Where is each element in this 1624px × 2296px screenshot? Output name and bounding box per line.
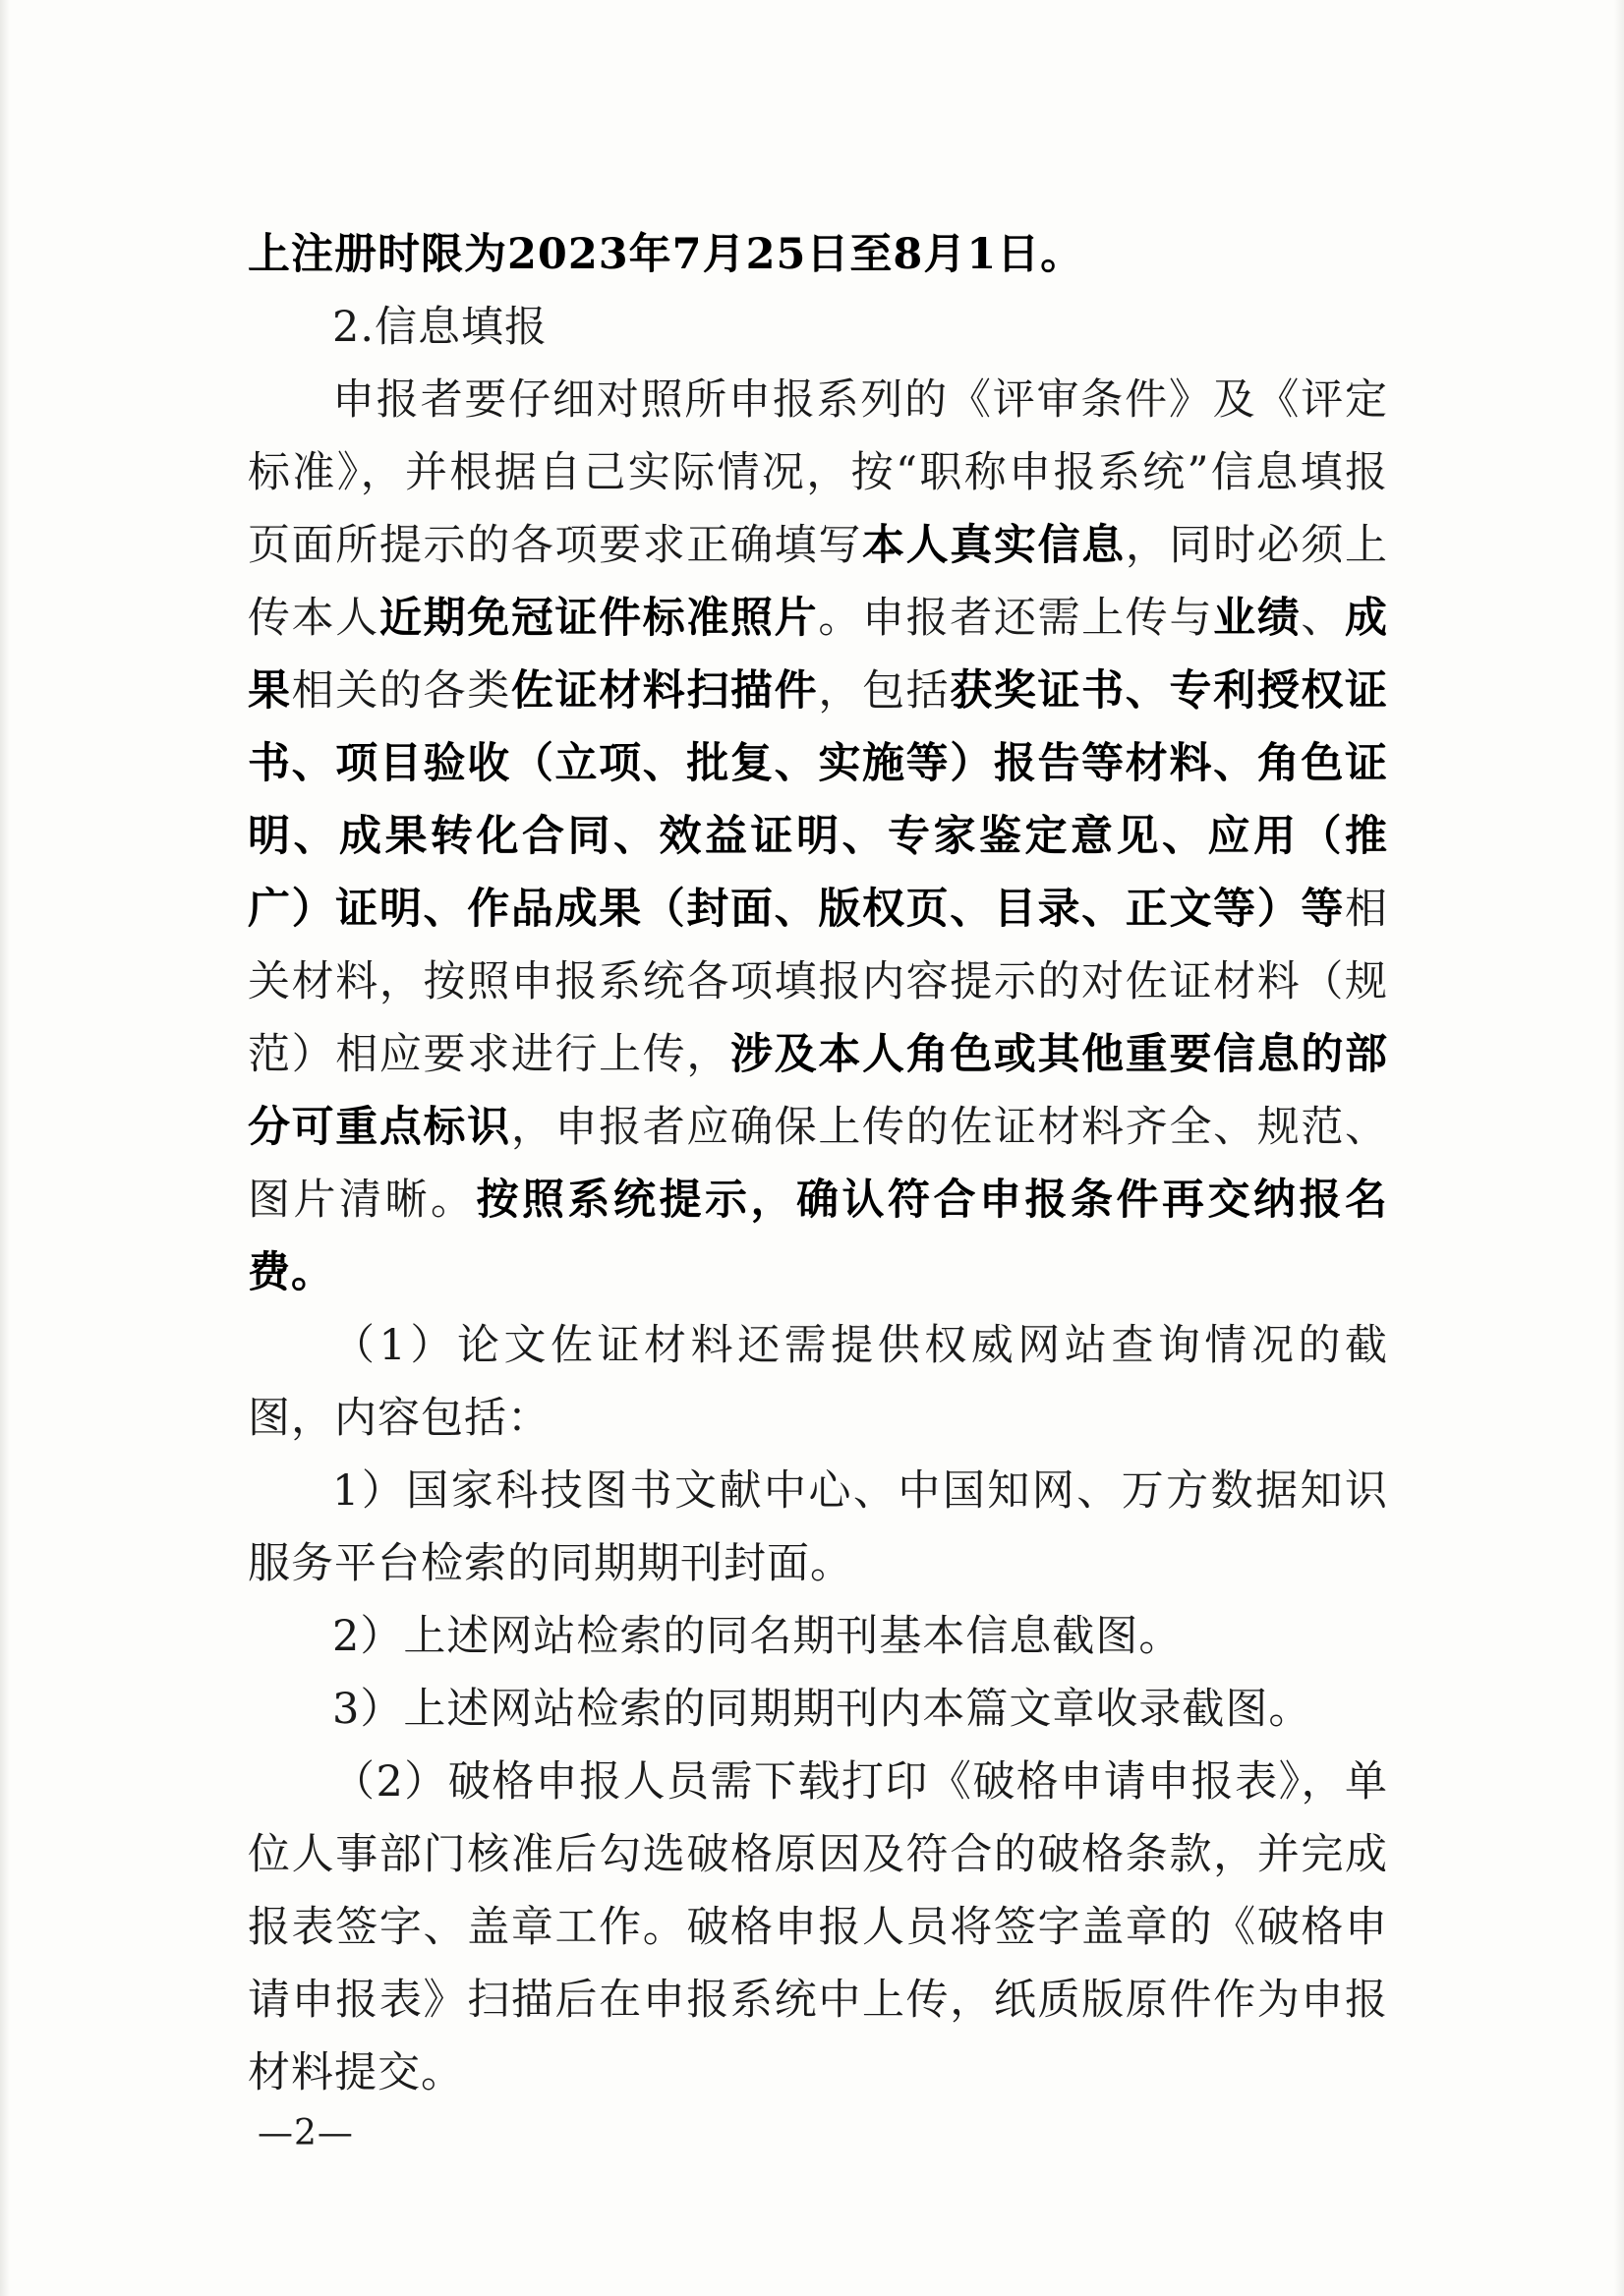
emphasized-text: 获奖证书、专利授权证书、项目验收（立项、批复、实施等）报告等材料、角色证明、成果转化合同、效益证明、专家鉴定意见、应用（推广）证明、作品成果（封面、版权页、目录、正文等）等	[248, 666, 1389, 934]
emphasized-text: 成果	[248, 594, 1389, 716]
emphasized-text: 业绩	[1213, 594, 1302, 643]
body-text: 2）上述网站检索的同名期刊基本信息截图。	[332, 1612, 1183, 1661]
emphasized-text: 上注册时限为2023年7月25日至8月1日。	[248, 230, 1084, 279]
emphasized-text: 佐证材料扫描件	[510, 666, 819, 716]
emphasized-text: 本人真实信息	[861, 521, 1126, 570]
paragraph	[248, 218, 1388, 291]
scan-edge-right	[1614, 0, 1624, 2296]
body-text: 、	[1301, 594, 1346, 643]
paragraph	[248, 291, 1388, 364]
paragraph	[248, 1600, 1388, 1673]
body-text: （2）破格申报人员需下载打印《破格申请申报表》，单位人事部门核准后勾选破格原因及符合的破格条款，并完成报表签字、盖章工作。破格申报人员将签字盖章的《破格申请申报表》扫描后在申报系统中上传，纸质版原件作为申报材料提交。	[248, 1757, 1388, 2097]
body-text: 3）上述网站检索的同期期刊内本篇文章收录截图。	[332, 1685, 1312, 1734]
paragraph	[248, 1455, 1388, 1600]
paragraph	[248, 1309, 1388, 1455]
body-text: 相关材料，按照申报系统各项填报内容提示的对佐证材料（规范）相应要求进行上传，	[248, 885, 1388, 1079]
body-text: （1）论文佐证材料还需提供权威网站查询情况的截图，内容包括：	[248, 1321, 1388, 1443]
emphasized-text: 涉及本人角色或其他重要信息的部分可重点标识	[248, 1030, 1389, 1152]
body-text: ，申报者应确保上传的佐证材料齐全、规范、图片清晰。	[248, 1103, 1389, 1225]
body-text: 。申报者还需上传与	[818, 594, 1214, 643]
body-text: 相关的各类	[291, 666, 511, 716]
body-text: 申报者要仔细对照所申报系列的《评审条件》及《评定标准》，并根据自己实际情况，按“职称申报系统”信息填报页面所提示的各项要求正确填写	[248, 375, 1388, 570]
emphasized-text: 近期免冠证件标准照片	[378, 594, 819, 643]
paragraph	[248, 1746, 1388, 2109]
body-text: 1）国家科技图书文献中心、中国知网、万方数据知识服务平台检索的同期期刊封面。	[248, 1466, 1388, 1588]
emphasized-text: 按照系统提示，确认符合申报条件再交纳报名费。	[248, 1176, 1388, 1297]
paragraph	[248, 364, 1388, 1309]
scan-edge-left	[0, 0, 10, 2296]
body-text: ，包括	[818, 666, 951, 716]
paragraph	[248, 1673, 1388, 1746]
document-body	[248, 218, 1388, 2109]
body-text: 2.信息填报	[332, 303, 549, 352]
body-text: ，同时必须上传本人	[248, 521, 1389, 643]
page-number: —2—	[258, 2113, 354, 2153]
